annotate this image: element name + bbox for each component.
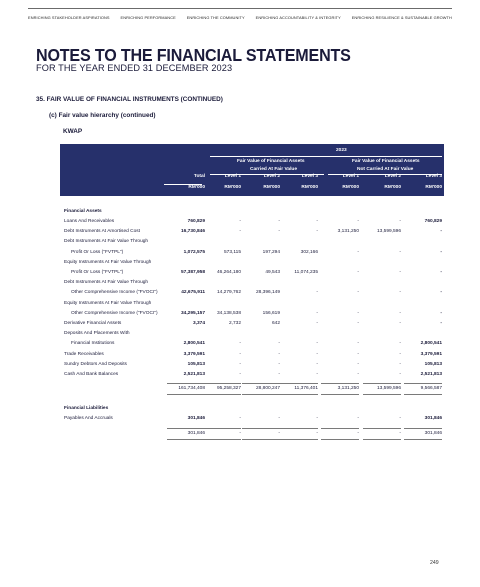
- asset-row-value: -: [316, 372, 318, 377]
- asset-row-value: 13,599,596: [376, 229, 401, 235]
- column-unit-1: RM'000: [188, 185, 205, 190]
- asset-row-value: 302,166: [300, 249, 318, 255]
- asset-row-value: -: [357, 361, 359, 367]
- top-rule: [28, 8, 452, 9]
- top-navigation: [28, 0, 452, 26]
- asset-row-value: -: [278, 372, 280, 377]
- page-number: 249: [430, 560, 439, 566]
- nav-item-performance[interactable]: ENRICHING PERFORMANCE: [120, 15, 176, 20]
- asset-row-value: -: [239, 351, 241, 357]
- asset-row-value: 197,294: [262, 249, 280, 255]
- liabilities-total-value: 301,846: [187, 430, 205, 436]
- asset-row-value: -: [239, 372, 241, 377]
- column-unit-7: RM'000: [425, 185, 442, 190]
- assets-total-value: 95,258,327: [216, 386, 241, 392]
- asset-row-label: Debt Instruments At Amortised Cost: [64, 229, 140, 235]
- asset-row-label: Cash And Bank Balances: [64, 372, 119, 377]
- asset-row-value: 3,379,591: [420, 351, 442, 357]
- subtotal-rule: [280, 383, 318, 384]
- asset-row-value: -: [440, 249, 442, 255]
- asset-row-value: -: [316, 219, 318, 224]
- asset-row-value: -: [357, 290, 359, 296]
- nav-item-community[interactable]: ENRICHING THE COMMUNITY: [186, 15, 245, 20]
- liability-row-value: -: [316, 416, 318, 422]
- header-group2-line1: Fair Value of Financial Assets: [352, 159, 420, 164]
- asset-row-value: -: [278, 219, 280, 224]
- subtotal-rule: [203, 428, 241, 429]
- total-rule: [321, 439, 359, 440]
- column-header-1: Total: [193, 174, 205, 179]
- total-rule: [242, 439, 280, 440]
- asset-row-value: -: [399, 361, 401, 367]
- total-rule: [363, 394, 401, 395]
- asset-row-value: -: [357, 372, 359, 377]
- asset-row-label: Loans And Receivables: [64, 219, 115, 224]
- asset-row-value: -: [239, 219, 241, 224]
- asset-row-value: -: [399, 270, 401, 275]
- asset-row-value: -: [316, 351, 318, 357]
- asset-row-value: 34,138,538: [216, 310, 241, 316]
- nav-item-resilience[interactable]: ENRICHING RESILIENCE & SUSTAINABLE GROWTH: [351, 15, 452, 20]
- asset-row-value: 2,521,813: [183, 372, 205, 377]
- asset-row-value: -: [316, 310, 318, 316]
- header-year: 2023: [336, 148, 347, 153]
- asset-row-value: 760,829: [187, 219, 205, 224]
- asset-row-value: -: [399, 341, 401, 347]
- asset-row-value: 760,829: [424, 219, 442, 224]
- subtotal-rule: [242, 428, 280, 429]
- subtotal-rule: [203, 383, 241, 384]
- asset-row-value: -: [278, 341, 280, 347]
- subtotal-rule: [242, 383, 280, 384]
- asset-row-label: Profit Or Loss ("FVTPL"): [71, 249, 124, 255]
- liability-row-value: 301,846: [187, 416, 205, 422]
- column-unit-3: RM'000: [263, 185, 280, 190]
- asset-row-value: 57,387,958: [180, 270, 205, 275]
- assets-total-value: 28,800,247: [255, 386, 280, 392]
- asset-row-value: -: [278, 361, 280, 367]
- column-header-5: Level 1: [342, 174, 359, 179]
- asset-row-label: Debt Instruments At Fair Value Through: [64, 239, 149, 245]
- header-group1-line2: Carried At Fair Value: [250, 167, 298, 172]
- column-unit-6: RM'000: [384, 185, 401, 190]
- asset-row-value: -: [357, 219, 359, 224]
- subtotal-rule: [404, 383, 442, 384]
- asset-row-value: 573,115: [224, 249, 241, 255]
- financial-liabilities-heading: Financial Liabilities: [64, 406, 109, 412]
- asset-row-value: 156,619: [262, 310, 280, 316]
- assets-total-value: 13,599,596: [376, 386, 401, 392]
- asset-row-value: -: [440, 270, 442, 275]
- subtotal-rule: [321, 428, 359, 429]
- subtotal-rule: [363, 428, 401, 429]
- nav-item-stakeholder[interactable]: ENRICHING STAKEHOLDER ASPIRATIONS: [28, 15, 110, 20]
- nav-items: [28, 15, 452, 20]
- liabilities-total-value: -: [357, 430, 359, 436]
- asset-row-label: Trade Receivables: [64, 351, 104, 357]
- total-rule: [280, 439, 318, 440]
- liabilities-total-value: -: [239, 430, 241, 436]
- asset-row-label: Other Comprehensive Income ("FVOCI"): [71, 290, 158, 296]
- financial-assets-heading: Financial Assets: [64, 209, 102, 214]
- total-rule: [167, 439, 205, 440]
- asset-row-label: Derivative Financial Assets: [64, 321, 122, 326]
- liabilities-total-value: -: [399, 430, 401, 436]
- asset-row-value: 49,543: [265, 270, 280, 275]
- total-rule: [363, 439, 401, 440]
- asset-row-value: 2,800,541: [183, 341, 205, 347]
- asset-row-value: -: [357, 321, 359, 326]
- subtotal-rule: [363, 383, 401, 384]
- asset-row-value: -: [440, 290, 442, 296]
- asset-row-value: -: [440, 310, 442, 316]
- total-rule: [203, 439, 241, 440]
- asset-row-value: -: [357, 270, 359, 275]
- subtotal-rule: [321, 383, 359, 384]
- asset-row-value: -: [399, 351, 401, 357]
- asset-row-label: Equity Instruments At Fair Value Through: [64, 300, 152, 306]
- subtotal-rule: [280, 428, 318, 429]
- entity-heading: KWAP: [63, 128, 83, 135]
- asset-row-value: 16,730,846: [180, 229, 205, 235]
- header-group1-line1: Fair Value of Financial Assets: [237, 159, 305, 164]
- assets-total-value: 9,566,587: [420, 386, 442, 392]
- total-rule: [280, 394, 318, 395]
- asset-row-value: 105,813: [424, 361, 442, 367]
- asset-row-value: -: [278, 229, 280, 235]
- asset-row-label: Equity Instruments At Fair Value Through: [64, 259, 152, 265]
- asset-row-value: -: [239, 341, 241, 347]
- asset-row-label: Debt Instruments At Fair Value Through: [64, 280, 149, 286]
- asset-row-value: -: [357, 341, 359, 347]
- asset-row-value: -: [239, 361, 241, 367]
- column-header-6: Level 2: [384, 174, 401, 179]
- page-subtitle: FOR THE YEAR ENDED 31 DECEMBER 2023: [36, 63, 233, 73]
- column-unit-5: RM'000: [342, 185, 359, 190]
- asset-row-value: 2,800,541: [420, 341, 442, 347]
- asset-row-value: 14,279,762: [216, 290, 241, 296]
- total-rule: [404, 439, 442, 440]
- asset-row-value: 34,295,157: [180, 310, 205, 316]
- asset-row-value: 3,379,591: [183, 351, 205, 357]
- liabilities-total-value: -: [316, 430, 318, 436]
- asset-row-value: -: [316, 290, 318, 296]
- header-group2-line2: Not Carried At Fair Value: [357, 167, 414, 172]
- asset-row-value: -: [440, 229, 442, 235]
- total-rule: [167, 394, 205, 395]
- asset-row-value: -: [399, 290, 401, 296]
- assets-total-value: 161,734,408: [178, 386, 205, 392]
- asset-row-value: 11,074,235: [294, 270, 318, 275]
- asset-row-value: 2,732: [228, 321, 241, 326]
- asset-row-value: -: [278, 351, 280, 357]
- total-rule: [404, 394, 442, 395]
- page-title: NOTES TO THE FINANCIAL STATEMENTS: [36, 45, 351, 65]
- asset-row-value: -: [399, 219, 401, 224]
- asset-row-value: -: [316, 321, 318, 326]
- liability-row-value: -: [399, 416, 401, 422]
- asset-row-value: -: [357, 351, 359, 357]
- total-rule: [242, 394, 280, 395]
- asset-row-value: 105,813: [187, 361, 205, 367]
- column-header-4: Level 3: [301, 174, 318, 179]
- column-unit-4: RM'000: [301, 185, 318, 190]
- nav-item-accountability[interactable]: ENRICHING ACCOUNTABILITY & INTEGRITY: [255, 15, 341, 20]
- liability-row-value: -: [357, 416, 359, 422]
- asset-row-value: 642: [271, 321, 280, 326]
- asset-row-value: 46,264,180: [216, 270, 241, 275]
- asset-row-value: -: [399, 372, 401, 377]
- liabilities-total-value: -: [278, 430, 280, 436]
- liabilities-total-value: 301,846: [424, 430, 442, 436]
- asset-row-label: Profit Or Loss ("FVTPL"): [71, 270, 124, 275]
- asset-row-label: Other Comprehensive Income ("FVOCI"): [71, 310, 158, 316]
- assets-total-value: 3,131,250: [337, 386, 359, 392]
- asset-row-value: -: [399, 321, 401, 326]
- total-rule: [203, 394, 241, 395]
- header-year-rule: [210, 156, 442, 157]
- section-heading: 35. FAIR VALUE OF FINANCIAL INSTRUMENTS (CONTINUED): [36, 96, 223, 103]
- column-unit-2: RM'000: [224, 185, 241, 190]
- asset-row-value: -: [316, 361, 318, 367]
- liability-row-value: 301,846: [424, 416, 442, 422]
- asset-row-value: -: [399, 310, 401, 316]
- asset-row-label: Deposits And Placements With: [64, 331, 130, 337]
- subsection-heading: (c) Fair value hierarchy (continued): [49, 112, 156, 119]
- liability-row-value: -: [239, 416, 241, 422]
- liability-row-label: Payables And Accruals: [64, 416, 113, 422]
- assets-total-value: 11,376,401: [294, 386, 318, 392]
- column-header-2: Level 1: [224, 174, 241, 179]
- asset-row-value: -: [316, 229, 318, 235]
- asset-row-value: 42,675,911: [181, 290, 205, 296]
- asset-row-value: 3,131,250: [337, 229, 359, 235]
- subtotal-rule: [167, 383, 205, 384]
- asset-row-label: Financial Institutions: [71, 341, 115, 347]
- asset-row-value: -: [239, 229, 241, 235]
- asset-row-value: -: [399, 249, 401, 255]
- asset-row-value: -: [357, 249, 359, 255]
- subtotal-rule: [404, 428, 442, 429]
- asset-row-value: -: [440, 321, 442, 326]
- column-header-7: Level 3: [425, 174, 442, 179]
- asset-row-value: 1,072,575: [183, 249, 205, 255]
- asset-row-value: -: [357, 310, 359, 316]
- subtotal-rule: [167, 428, 205, 429]
- asset-row-value: 3,374: [192, 321, 205, 326]
- asset-row-value: -: [316, 341, 318, 347]
- asset-row-value: 2,521,813: [420, 372, 442, 377]
- asset-row-label: Sundry Debtors And Deposits: [64, 361, 127, 367]
- liability-row-value: -: [278, 416, 280, 422]
- total-rule: [321, 394, 359, 395]
- column-header-3: Level 2: [263, 174, 280, 179]
- asset-row-value: 28,396,149: [255, 290, 280, 296]
